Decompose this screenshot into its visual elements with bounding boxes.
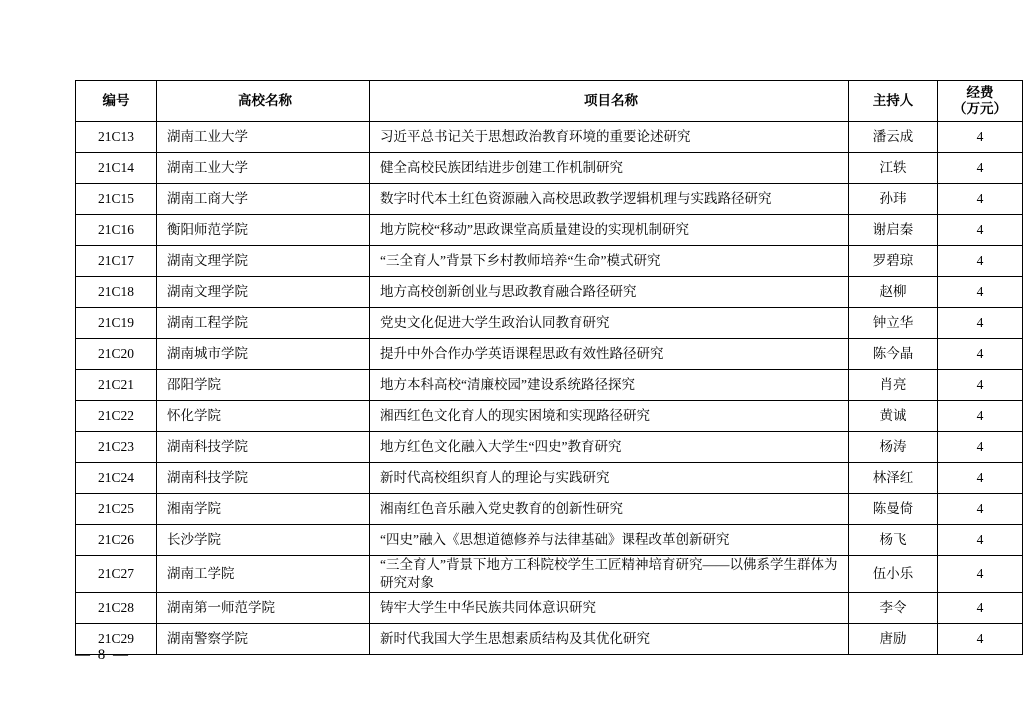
cell-id: 21C17 bbox=[76, 246, 157, 277]
column-header-university: 高校名称 bbox=[157, 81, 370, 122]
cell-university: 湖南科技学院 bbox=[157, 432, 370, 463]
cell-id: 21C26 bbox=[76, 525, 157, 556]
cell-project: 提升中外合作办学英语课程思政有效性路径研究 bbox=[370, 339, 849, 370]
funding-header-line1: 经费 bbox=[966, 84, 994, 100]
table-row bbox=[76, 525, 1023, 556]
cell-id: 21C16 bbox=[76, 215, 157, 246]
cell-university: 湖南工程学院 bbox=[157, 308, 370, 339]
cell-host: 江轶 bbox=[849, 153, 938, 184]
funding-header-line2: （万元） bbox=[953, 101, 1007, 116]
cell-id: 21C20 bbox=[76, 339, 157, 370]
column-header-id: 编号 bbox=[76, 81, 157, 122]
cell-university: 湖南工学院 bbox=[157, 556, 370, 593]
cell-funding: 4 bbox=[938, 184, 1023, 215]
cell-project: 数字时代本土红色资源融入高校思政教学逻辑机理与实践路径研究 bbox=[370, 184, 849, 215]
table-header bbox=[76, 81, 1023, 122]
cell-id: 21C25 bbox=[76, 494, 157, 525]
cell-university: 湖南工业大学 bbox=[157, 153, 370, 184]
cell-project: 新时代高校组织育人的理论与实践研究 bbox=[370, 463, 849, 494]
column-header-project: 项目名称 bbox=[370, 81, 849, 122]
cell-university: 邵阳学院 bbox=[157, 370, 370, 401]
cell-host: 谢启秦 bbox=[849, 215, 938, 246]
table-row bbox=[76, 401, 1023, 432]
table-row bbox=[76, 215, 1023, 246]
cell-id: 21C19 bbox=[76, 308, 157, 339]
cell-funding: 4 bbox=[938, 556, 1023, 593]
cell-host: 杨涛 bbox=[849, 432, 938, 463]
cell-funding: 4 bbox=[938, 308, 1023, 339]
cell-host: 孙玮 bbox=[849, 184, 938, 215]
cell-project: “三全育人”背景下乡村教师培养“生命”模式研究 bbox=[370, 246, 849, 277]
cell-project bbox=[370, 556, 849, 593]
cell-university: 湖南城市学院 bbox=[157, 339, 370, 370]
table-row bbox=[76, 122, 1023, 153]
cell-project: 习近平总书记关于思想政治教育环境的重要论述研究 bbox=[370, 122, 849, 153]
cell-id: 21C22 bbox=[76, 401, 157, 432]
cell-id: 21C13 bbox=[76, 122, 157, 153]
column-header-funding bbox=[938, 81, 1023, 122]
page-number: — 8 — bbox=[75, 647, 130, 663]
cell-funding: 4 bbox=[938, 494, 1023, 525]
cell-university: 湖南工业大学 bbox=[157, 122, 370, 153]
cell-funding: 4 bbox=[938, 215, 1023, 246]
table-row bbox=[76, 339, 1023, 370]
cell-id: 21C21 bbox=[76, 370, 157, 401]
cell-funding: 4 bbox=[938, 525, 1023, 556]
table-body bbox=[76, 122, 1023, 655]
cell-host: 罗碧琼 bbox=[849, 246, 938, 277]
cell-project: 党史文化促进大学生政治认同教育研究 bbox=[370, 308, 849, 339]
cell-funding: 4 bbox=[938, 339, 1023, 370]
cell-university: 湖南第一师范学院 bbox=[157, 593, 370, 624]
cell-funding: 4 bbox=[938, 401, 1023, 432]
cell-host: 潘云成 bbox=[849, 122, 938, 153]
cell-funding: 4 bbox=[938, 593, 1023, 624]
cell-id: 21C24 bbox=[76, 463, 157, 494]
cell-funding: 4 bbox=[938, 277, 1023, 308]
cell-funding: 4 bbox=[938, 463, 1023, 494]
cell-project: 健全高校民族团结进步创建工作机制研究 bbox=[370, 153, 849, 184]
cell-host: 伍小乐 bbox=[849, 556, 938, 593]
table-row bbox=[76, 153, 1023, 184]
cell-project: 地方红色文化融入大学生“四史”教育研究 bbox=[370, 432, 849, 463]
table-row bbox=[76, 494, 1023, 525]
cell-university: 湖南文理学院 bbox=[157, 277, 370, 308]
cell-id: 21C28 bbox=[76, 593, 157, 624]
cell-host: 林泽红 bbox=[849, 463, 938, 494]
column-header-host: 主持人 bbox=[849, 81, 938, 122]
cell-project: 地方本科高校“清廉校园”建设系统路径探究 bbox=[370, 370, 849, 401]
cell-project: 地方高校创新创业与思政教育融合路径研究 bbox=[370, 277, 849, 308]
cell-university: 湖南文理学院 bbox=[157, 246, 370, 277]
cell-funding: 4 bbox=[938, 432, 1023, 463]
cell-university: 湖南科技学院 bbox=[157, 463, 370, 494]
cell-project-text: “三全育人”背景下地方工科院校学生工匠精神培育研究——以佛系学生群体为研究对象 bbox=[380, 557, 838, 591]
cell-project: 铸牢大学生中华民族共同体意识研究 bbox=[370, 593, 849, 624]
cell-id: 21C18 bbox=[76, 277, 157, 308]
table-row bbox=[76, 432, 1023, 463]
cell-id: 21C29 bbox=[76, 624, 157, 655]
cell-project: 地方院校“移动”思政课堂高质量建设的实现机制研究 bbox=[370, 215, 849, 246]
table-row bbox=[76, 308, 1023, 339]
grant-projects-table bbox=[75, 80, 1023, 655]
cell-university: 湖南工商大学 bbox=[157, 184, 370, 215]
cell-id: 21C27 bbox=[76, 556, 157, 593]
cell-host: 黄诚 bbox=[849, 401, 938, 432]
cell-funding: 4 bbox=[938, 153, 1023, 184]
cell-project: 新时代我国大学生思想素质结构及其优化研究 bbox=[370, 624, 849, 655]
cell-id: 21C15 bbox=[76, 184, 157, 215]
cell-project: 湘南红色音乐融入党史教育的创新性研究 bbox=[370, 494, 849, 525]
cell-university: 长沙学院 bbox=[157, 525, 370, 556]
cell-host: 陈今晶 bbox=[849, 339, 938, 370]
table-row bbox=[76, 277, 1023, 308]
table-row bbox=[76, 370, 1023, 401]
cell-host: 钟立华 bbox=[849, 308, 938, 339]
cell-university: 湘南学院 bbox=[157, 494, 370, 525]
cell-funding: 4 bbox=[938, 624, 1023, 655]
cell-funding: 4 bbox=[938, 246, 1023, 277]
cell-host: 杨飞 bbox=[849, 525, 938, 556]
table-row bbox=[76, 556, 1023, 593]
cell-host: 唐励 bbox=[849, 624, 938, 655]
cell-university: 怀化学院 bbox=[157, 401, 370, 432]
cell-host: 赵柳 bbox=[849, 277, 938, 308]
cell-university: 湖南警察学院 bbox=[157, 624, 370, 655]
cell-host: 陈曼倚 bbox=[849, 494, 938, 525]
cell-id: 21C14 bbox=[76, 153, 157, 184]
table-row bbox=[76, 246, 1023, 277]
cell-project: “四史”融入《思想道德修养与法律基础》课程改革创新研究 bbox=[370, 525, 849, 556]
cell-project: 湘西红色文化育人的现实困境和实现路径研究 bbox=[370, 401, 849, 432]
cell-id: 21C23 bbox=[76, 432, 157, 463]
table-row bbox=[76, 184, 1023, 215]
header-row bbox=[76, 81, 1023, 122]
cell-university: 衡阳师范学院 bbox=[157, 215, 370, 246]
table-row bbox=[76, 593, 1023, 624]
cell-host: 李令 bbox=[849, 593, 938, 624]
table-row bbox=[76, 463, 1023, 494]
cell-host: 肖亮 bbox=[849, 370, 938, 401]
cell-funding: 4 bbox=[938, 370, 1023, 401]
table-row bbox=[76, 624, 1023, 655]
cell-funding: 4 bbox=[938, 122, 1023, 153]
